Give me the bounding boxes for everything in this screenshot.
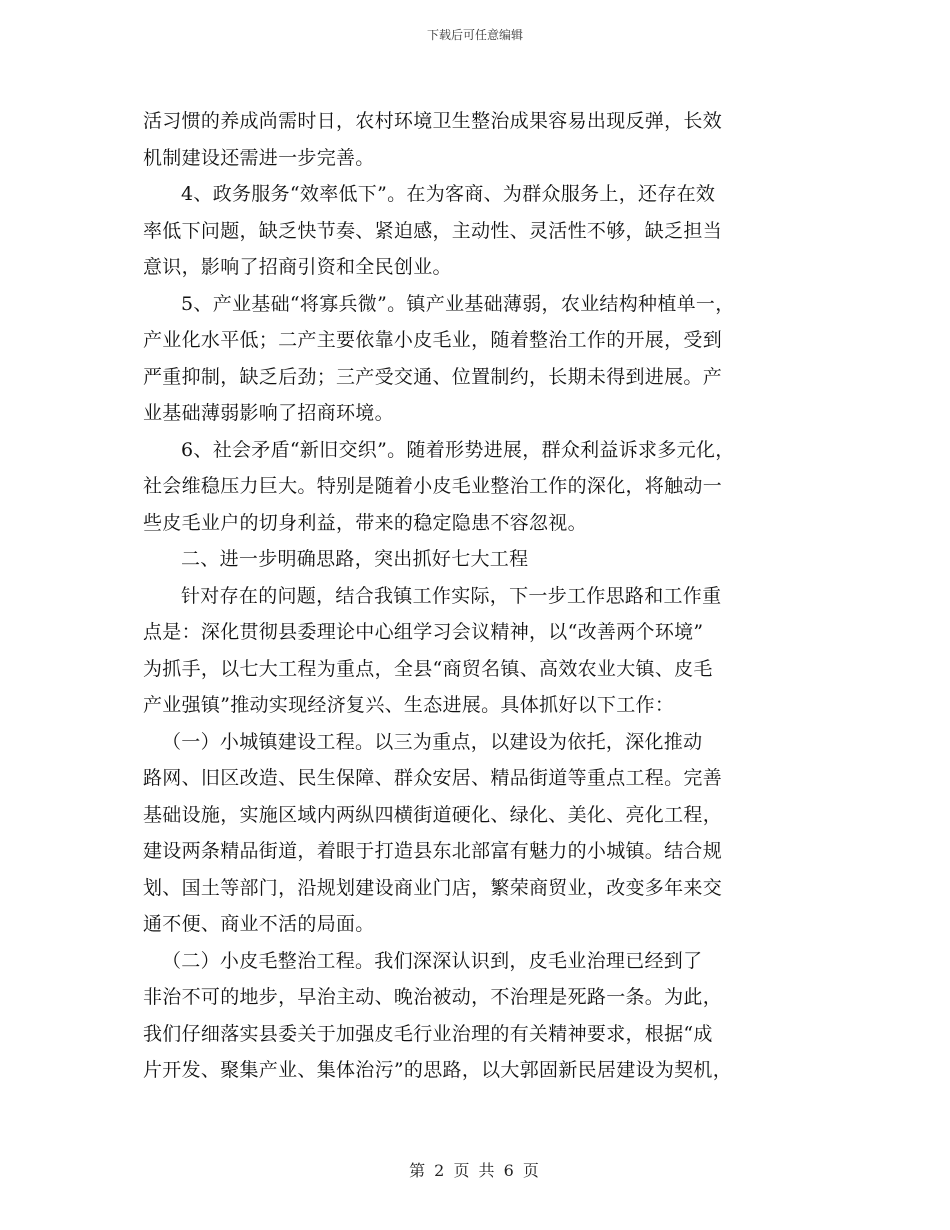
text-line: 非治不可的地步，早治主动、晚治被动，不治理是死路一条。为此， (143, 986, 723, 1008)
text-line: 4、政务服务“效率低下”。在为客商、为群众服务上，还存在效 (181, 183, 716, 205)
text-line: 些皮毛业户的切身利益，带来的稳定隐患不容忽视。 (143, 511, 587, 534)
text-line: 划、国土等部门，沿规划建设商业门店，繁荣商贸业，改变多年来交 (143, 876, 723, 899)
text-line: 基础设施，实施区域内两纵四横街道硬化、绿化、美化、亮化工程， (143, 803, 723, 826)
document-body (143, 103, 813, 1089)
page-number: 第 2 页 共 6 页 (409, 1161, 541, 1180)
text-line: 建设两条精品街道，着眼于打造县东北部富有魅力的小城镇。结合规 (143, 840, 723, 862)
text-line: 我们仔细落实县委关于加强皮毛行业治理的有关精神要求，根据“成 (143, 1022, 713, 1045)
text-line: 片开发、聚集产业、集体治污”的思路，以大郭固新民居建设为契机， (143, 1059, 733, 1081)
text-line: 机制建设还需进一步完善。 (143, 146, 375, 169)
text-line: 率低下问题，缺乏快节奏、紧迫感，主动性、灵活性不够，缺乏担当 (143, 219, 723, 242)
text-line: （二）小皮毛整治工程。我们深深认识到，皮毛业治理已经到了 (162, 949, 703, 972)
text-line: 6、社会矛盾“新旧交织”。随着形势进展，群众利益诉求多元化， (181, 438, 735, 461)
text-line: 针对存在的问题，结合我镇工作实际，下一步工作思路和工作重 (181, 584, 722, 607)
text-line: 严重抑制，缺乏后劲；三产受交通、位置制约，长期未得到进展。产 (143, 365, 723, 388)
text-line: 二、进一步明确思路，突出抓好七大工程 (181, 548, 529, 570)
text-line: 社会维稳压力巨大。特别是随着小皮毛业整治工作的深化，将触动一 (143, 475, 723, 497)
text-line: 通不便、商业不活的局面。 (143, 913, 375, 935)
text-line: 点是：深化贯彻县委理论中心组学习会议精神，以“改善两个环境” (143, 621, 704, 643)
page-header: 下载后可任意编辑 (426, 28, 523, 42)
text-line: 产业化水平低；二产主要依靠小皮毛业，随着整治工作的开展，受到 (143, 329, 723, 351)
text-line: （一）小城镇建设工程。以三为重点，以建设为依托，深化推动 (162, 730, 703, 753)
text-line: 意识，影响了招商引资和全民创业。 (143, 256, 452, 278)
text-line: 为抓手，以七大工程为重点，全县“商贸名镇、高效农业大镇、皮毛 (143, 657, 713, 680)
text-line: 5、产业基础“将寡兵微”。镇产业基础薄弱，农业结构种植单一， (181, 292, 735, 315)
text-line: 产业强镇”推动实现经济复兴、生态进展。具体抓好以下工作： (143, 694, 675, 716)
text-line: 路网、旧区改造、民生保障、群众安居、精品街道等重点工程。完善 (143, 767, 723, 789)
text-line: 业基础薄弱影响了招商环境。 (143, 402, 394, 424)
text-line: 活习惯的养成尚需时日，农村环境卫生整治成果容易出现反弹，长效 (143, 110, 723, 132)
